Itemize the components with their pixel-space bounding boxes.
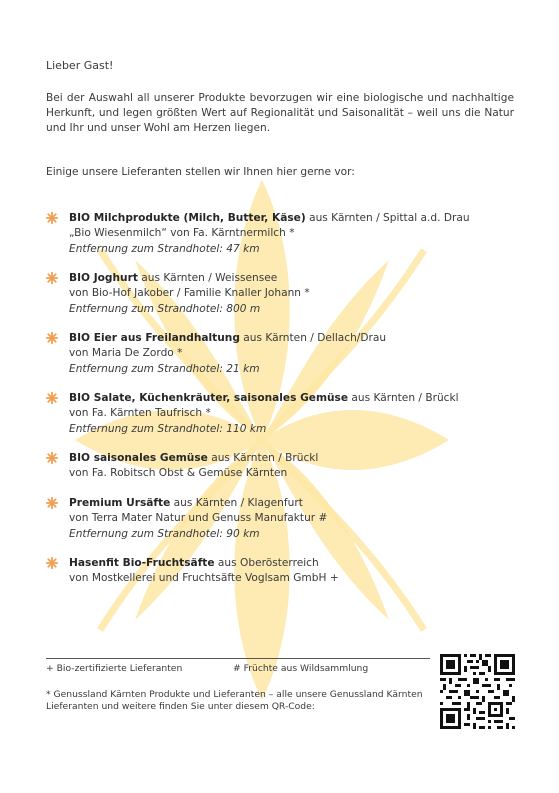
flower-bullet-icon <box>46 452 58 464</box>
supplier-source: von Bio-Hof Jakober / Familie Knaller Johann * <box>69 287 310 300</box>
supplier-origin: aus Kärnten / Brückl <box>348 392 459 404</box>
lead-sentence: Einige unsere Lieferanten stellen wir Ihnen hier gerne vor: <box>46 166 355 178</box>
flower-bullet-icon <box>46 392 58 404</box>
supplier-product: BIO saisonales Gemüse <box>69 452 208 464</box>
supplier-distance: Entfernung zum Strandhotel: 800 m <box>69 302 261 315</box>
flower-bullet-icon <box>46 497 58 509</box>
flower-bullet-icon <box>46 557 58 569</box>
footnote: * Genussland Kärnten Produkte und Lieferanten – alle unsere Genussland Kärnten Lieferanten und weitere finden Sie unter diesem QR-Code: <box>46 689 423 712</box>
supplier-source: von Fa. Robitsch Obst & Gemüse Kärnten <box>69 467 288 480</box>
supplier-origin: aus Kärnten / Spittal a.d. Drau <box>305 212 470 224</box>
legend-wild: # Früchte aus Wildsammlung <box>233 663 369 674</box>
supplier-origin: aus Kärnten / Klagenfurt <box>170 497 303 509</box>
supplier-source: von Terra Mater Natur und Genuss Manufaktur # <box>69 512 328 525</box>
supplier-product: BIO Joghurt <box>69 272 138 284</box>
qr-code-icon[interactable] <box>440 654 515 729</box>
supplier-product: BIO Eier aus Freilandhaltung <box>69 332 240 344</box>
footer-divider <box>46 658 430 659</box>
supplier-origin: aus Kärnten / Brückl <box>207 452 319 464</box>
supplier-product: Premium Ursäfte <box>69 497 171 509</box>
supplier-distance: Entfernung zum Strandhotel: 21 km <box>69 362 260 375</box>
supplier-distance: Entfernung zum Strandhotel: 47 km <box>69 242 260 255</box>
intro-paragraph: Bei der Auswahl all unserer Produkte bevorzugen wir eine biologische und nachhaltige Herkunft, und legen größten Wert auf Regionalität und Saisonalität – weil uns die Natur und Ihr und unser Wohl am Herzen liegen. <box>46 92 514 134</box>
supplier-product: Hasenfit Bio-Fruchtsäfte <box>69 557 215 569</box>
legend-bio: + Bio-zertifizierte Lieferanten <box>46 663 183 674</box>
supplier-distance: Entfernung zum Strandhotel: 110 km <box>69 422 267 435</box>
supplier-distance: Entfernung zum Strandhotel: 90 km <box>69 527 260 540</box>
supplier-product: BIO Milchprodukte (Milch, Butter, Käse) <box>69 212 306 224</box>
supplier-origin: aus Kärnten / Dellach/Drau <box>239 332 387 344</box>
supplier-origin: aus Kärnten / Weissensee <box>137 272 278 284</box>
flower-bullet-icon <box>46 212 58 224</box>
flower-bullet-icon <box>46 332 58 344</box>
greeting: Lieber Gast! <box>46 59 114 72</box>
supplier-source: von Mostkellerei und Fruchtsäfte Voglsam GmbH + <box>69 572 339 585</box>
flower-bullet-icon <box>46 272 58 284</box>
supplier-source: von Fa. Kärnten Taufrisch * <box>69 407 211 420</box>
supplier-source: „Bio Wiesenmilch“ von Fa. Kärntnermilch * <box>69 227 295 240</box>
supplier-origin: aus Oberösterreich <box>214 557 319 569</box>
supplier-source: von Maria De Zordo * <box>69 347 183 360</box>
supplier-product: BIO Salate, Küchenkräuter, saisonales Gemüse <box>69 392 349 404</box>
